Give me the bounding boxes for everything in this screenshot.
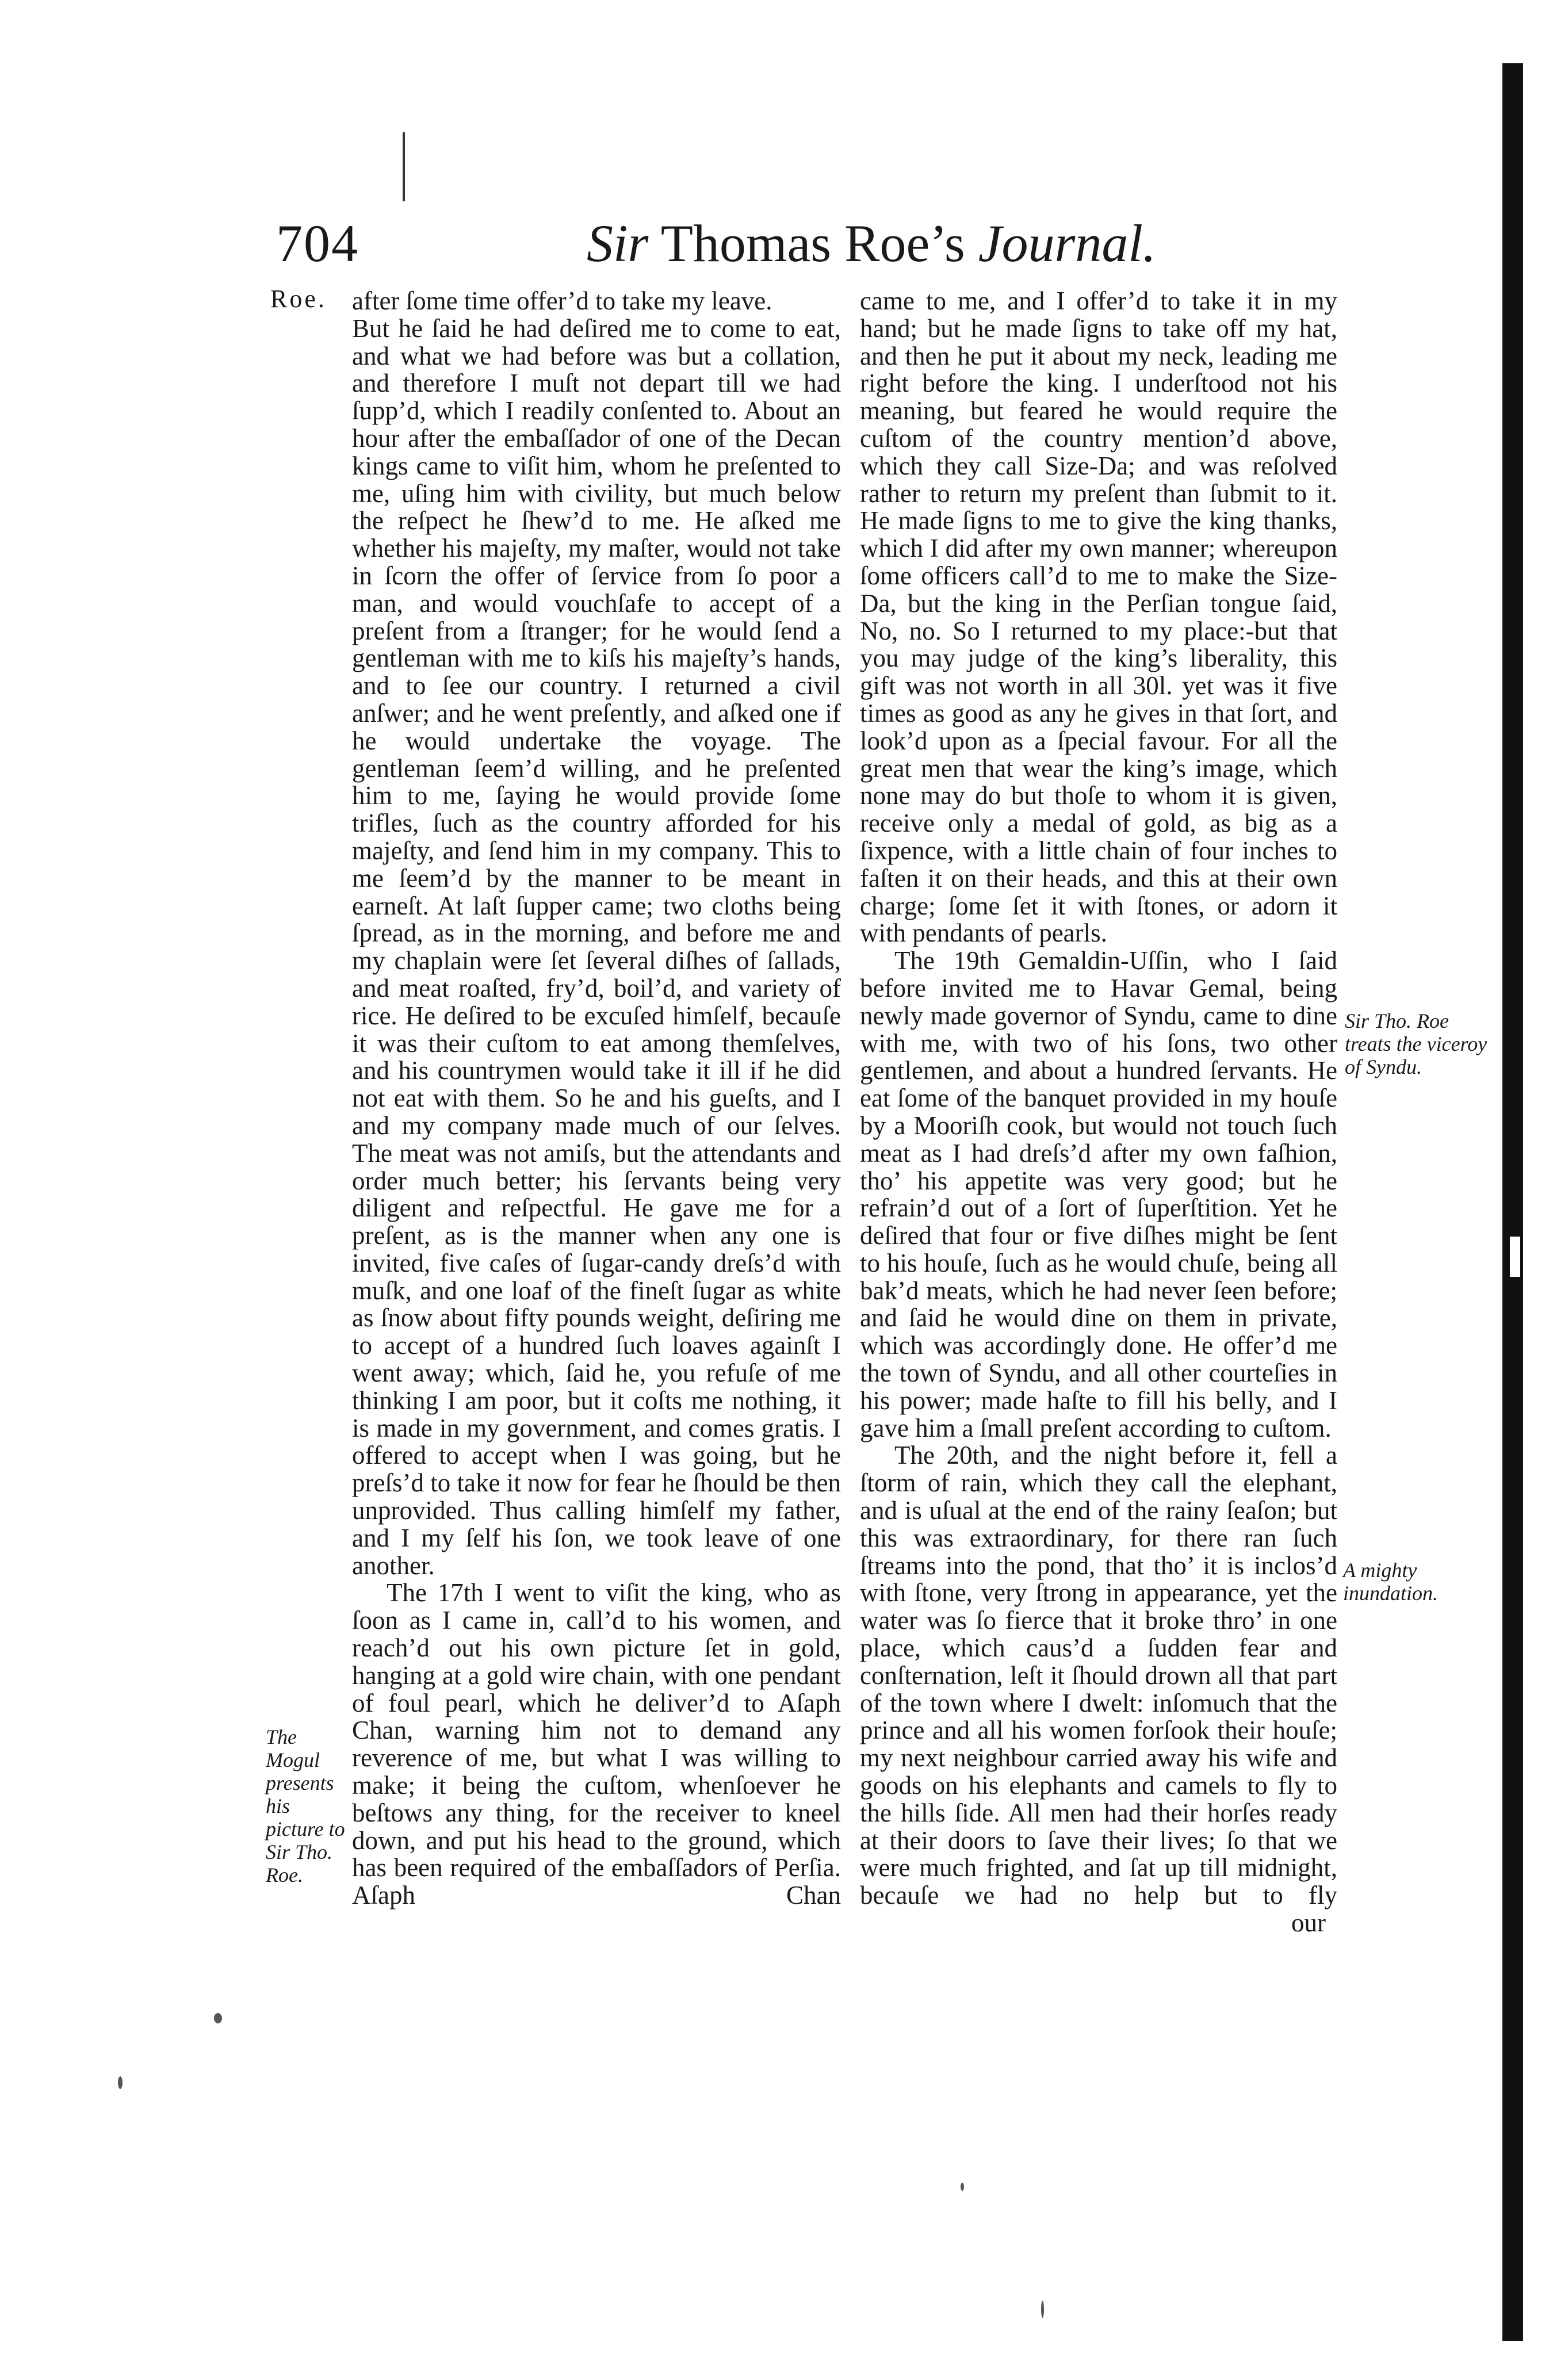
running-header [276,213,1426,288]
right-paragraph-2: The 19th Gemaldin-Uſſin, who I ſaid before invited me to Havar Gemal, being newly made governor of Syndu, came to dine with me, with two of his ſons, two other gentlemen, and about a hundred ſervants. He eat ſome of the banquet provided in my houſe by a Mooriſh cook, but would not touch ſuch meat as I had dreſs’d after my own faſhion, tho’ his appetite was very good; but he refrain’d out of a ſort of ſuperſtition. Yet he deſired that four or five diſhes might be ſent to his houſe, ſuch as he would chuſe, being all bak’d meats, which he had never ſeen before; and ſaid he would dine on them in private, which was accordingly done. He offer’d me the town of Syndu, and all other courteſies in his power; made haſte to fill his belly, and I gave him a ſmall preſent according to cuſtom. [860,946,1337,1442]
margin-speaker-label: Roe. [270,285,327,313]
right-column [860,288,1337,1937]
running-title-suffix: Journal. [978,214,1156,273]
left-paragraph-3: The 17th I went to viſit the king, who as ſoon as I came in, call’d to his women, and reach’d out his own picture ſet in gold, hanging at a gold wire chain, with one pendant of foul pearl, which he deliver’d to Aſaph Chan, warning him not to demand any reverence of me, but what I was willing to make; it being the cuſtom, whenſoever he beſtows any thing, for the receiver to kneel down, and put his head to the ground, which has been required of the embaſſadors of Perſia. Aſaph Chan [352,1578,841,1910]
ink-speck [1041,2301,1044,2318]
right-paragraph-1: came to me, and I offer’d to take it in my hand; but he made ſigns to take off my hat, and then he put it about my neck, leading me right before the king. I underſtood not his meaning, but feared he would require the cuſtom of the country mention’d above, which they call Size-Da; and was reſolved rather to return my preſent than ſubmit to it. He made ſigns to me to give the king thanks, which I did after my own manner; whereupon ſome officers call’d to me to make the Size-Da, but the king in the Perſian tongue ſaid, No, no. So I returned to my place:-but that you may judge of the king’s liberality, this gift was not worth in all 30l. yet was it five times as good as any he gives in that ſort, and look’d upon as a ſpecial favour. For all the great men that wear the king’s image, which none may do but thoſe to whom it is given, receive only a medal of gold, as big as a ſixpence, with a little chain of four inches to faſten it on their heads, and this at their own charge; ſome ſet it with ſtones, or adorn it with pendants of pearls. [860,286,1337,948]
page-edge-bar [1502,63,1523,2341]
page-number: 704 [276,214,359,273]
catchword: our [1291,1908,1326,1938]
gutter-mark [403,132,405,201]
ink-speck [118,2076,123,2089]
running-title-main: Thomas Roe’s [660,214,965,273]
left-paragraph-2: But he ſaid he had deſired me to come to eat, and what we had before was but a collation, and therefore I muſt not depart till we had ſupp’d, which I readily conſented to. About an hour after the embaſſador of one of the Decan kings came to viſit him, whom he preſented to me, uſing him with civility, but much below the reſpect he ſhew’d to me. He aſked me whether his majeſty, my maſter, would not take in ſcorn the offer of ſervice from ſo poor a man, and would vouchſafe to accept of a preſent from a ſtranger; for he would ſend a gentleman with me to kiſs his majeſty’s hands, and to ſee our country. I returned a civil anſwer; and he went preſently, and aſked one if he would undertake the voyage. The gentleman ſeem’d willing, and he preſented him to me, ſaying he would provide ſome trifles, ſuch as the country afforded for his majeſty, and ſend him in my company. This to me ſeem’d by the manner to be meant in earneſt. At laſt ſupper came; two cloths being ſpread, as in the morning, and before me and my chaplain were ſet ſeveral diſhes of ſallads, and meat roaſted, fry’d, boil’d, and variety of rice. He deſired to be excuſed himſelf, becauſe it was their cuſtom to eat among themſelves, and his countrymen would take it ill if he did not eat with them. So he and his gueſts, and I and my company made much of our ſelves. The meat was not amiſs, but the attendants and order much better; his ſervants being very diligent and reſpectful. He gave me for a preſent, as is the manner when any one is invited, five caſes of ſugar-candy dreſs’d with muſk, and one loaf of the fineſt ſugar as white as ſnow about fifty pounds weight, deſiring me to accept of a hundred ſuch loaves againſt I went away; which, ſaid he, you refuſe of me thinking I am poor, but it coſts me nothing, it is made in my government, and comes gratis. I offered to accept when I was going, but he preſs’d to take it now for fear he ſhould be then unprovided. Thus calling himſelf my father, and I my ſelf his ſon, we took leave of one another. [352,313,841,1580]
left-column [352,288,841,1910]
margin-note-mogul-picture: The Mogul presents his picture to Sir Tho. Roe. [266,1725,345,1887]
margin-note-viceroy: Sir Tho. Roe treats the viceroy of Syndu. [1345,1009,1487,1078]
ink-speck [214,2013,222,2023]
running-title [587,213,1156,274]
ink-speck [961,2183,964,2191]
right-paragraph-3: The 20th, and the night before it, fell a ſtorm of rain, which they call the elephant, and is uſual at the end of the rainy ſeaſon; but this was extraordinary, for there ran ſuch ſtreams into the pond, that tho’ it is inclos’d with ſtone, very ſtrong in appearance, yet the water was ſo fierce that it broke thro’ in one place, which caus’d a ſudden fear and conſternation, leſt it ſhould drown all that part of the town where I dwelt: inſomuch that the prince and all his women forſook their houſe; my next neighbour carried away his wife and goods on his elephants and camels to fly to the hills ſide. All men had their horſes ready at their doors to ſave their lives; ſo that we were much frighted, and ſat up till midnight, becauſe we had no help but to fly [860,1441,1337,1910]
left-paragraph-1: after ſome time offer’d to take my leave. [352,286,772,315]
margin-note-inundation: A mighty inundation. [1343,1559,1439,1605]
running-title-prefix: Sir [587,214,649,273]
page-edge-mark [1510,1237,1520,1277]
